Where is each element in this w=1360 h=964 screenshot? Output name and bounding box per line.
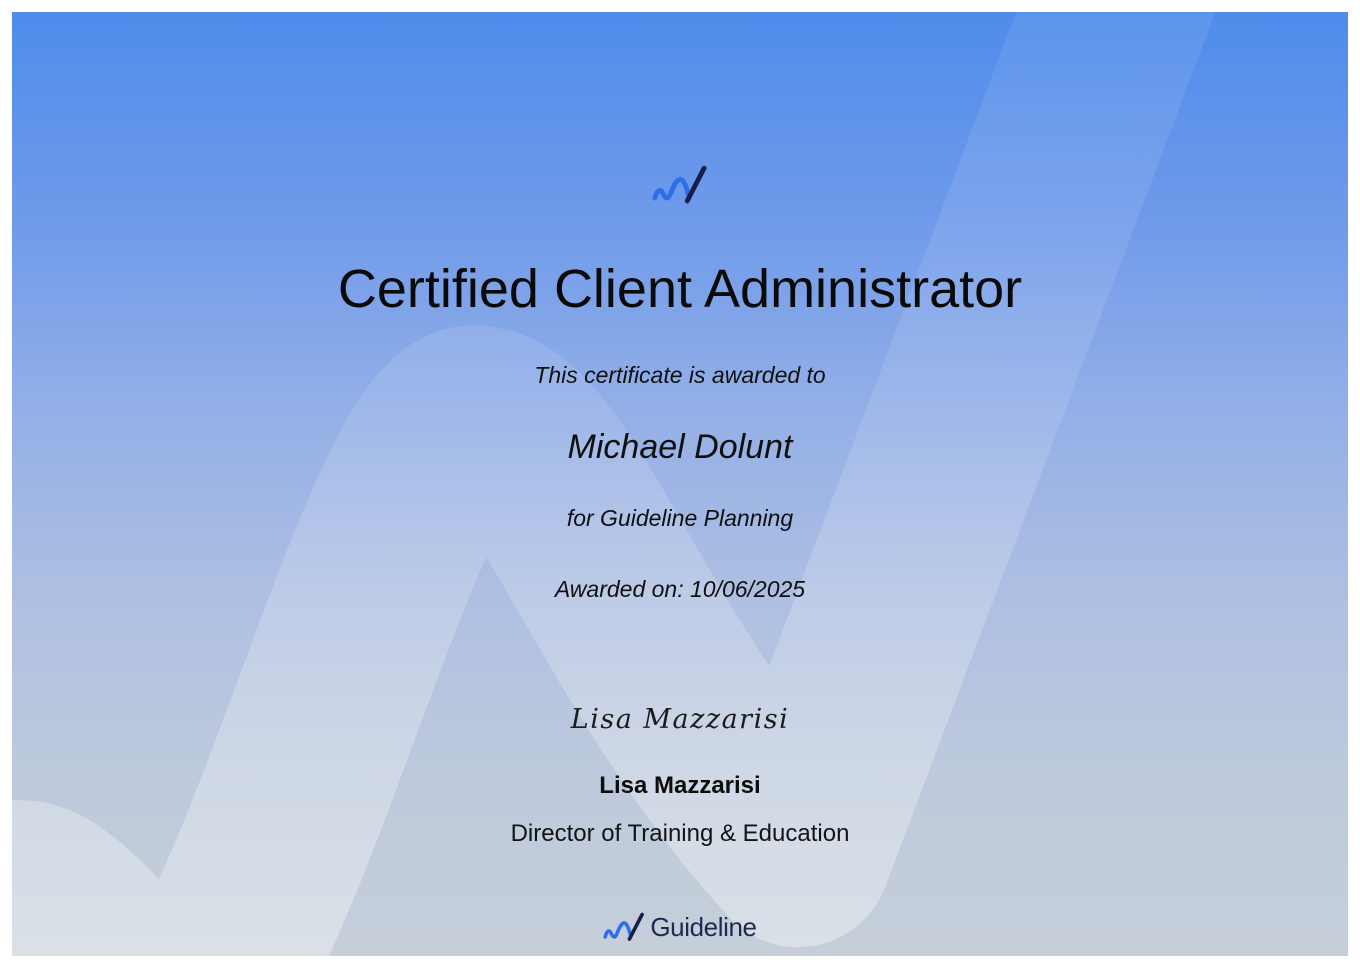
guideline-watermark-shape <box>12 12 1348 956</box>
guideline-logo-icon <box>603 910 645 945</box>
signer-name: Lisa Mazzarisi <box>599 772 761 799</box>
intro-text: This certificate is awarded to <box>534 362 826 388</box>
signer-title: Director of Training & Education <box>510 820 850 847</box>
certificate-title: Certified Client Administrator <box>337 259 1023 319</box>
footer-brand <box>12 910 1348 945</box>
signature-script: Lisa Mazzarisi <box>570 704 790 735</box>
brand-wordmark: Guideline <box>650 912 757 942</box>
recipient-name: Michael Dolunt <box>567 428 793 466</box>
certificate <box>12 12 1348 956</box>
award-date-text: Awarded on: 10/06/2025 <box>554 576 806 602</box>
organization-text: for Guideline Planning <box>566 505 794 531</box>
guideline-logo-icon <box>652 162 708 209</box>
